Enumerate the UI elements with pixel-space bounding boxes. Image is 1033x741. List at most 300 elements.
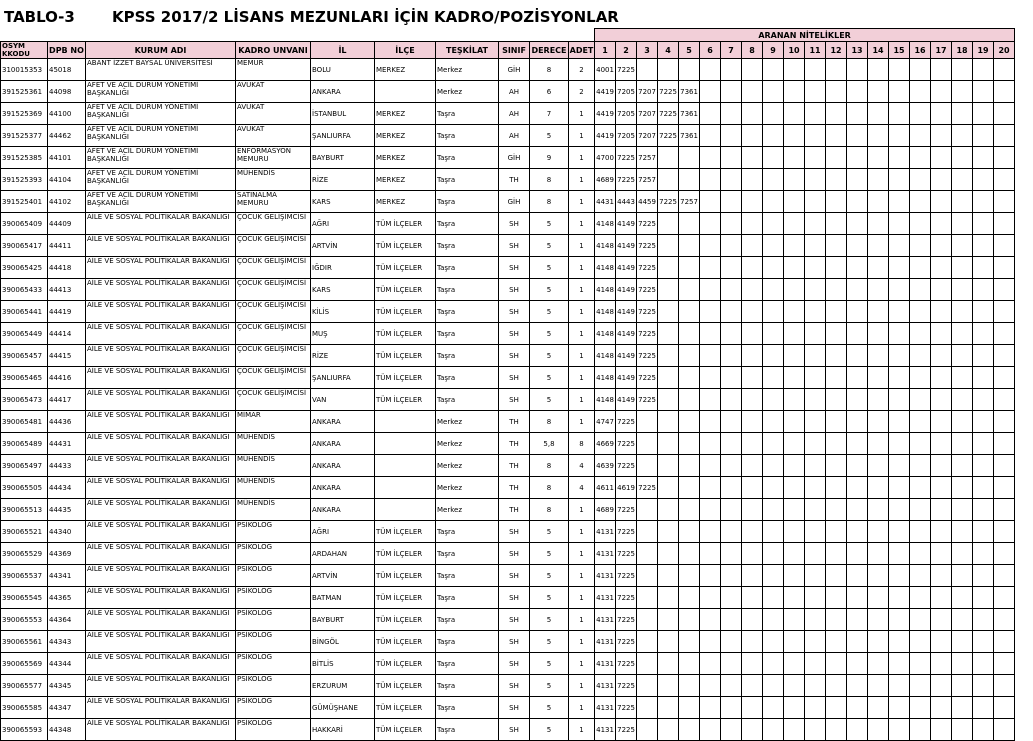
cell-qualification-2: 4149	[616, 367, 637, 389]
cell-institution-name: AİLE VE SOSYAL POLİTİKALAR BAKANLIĞI	[86, 675, 236, 697]
cell-institution-name: AFET VE ACİL DURUM YÖNETİMİ BAŞKANLIĞI	[86, 147, 236, 169]
column-header-qualification-4: 4	[658, 42, 679, 59]
cell-position-title: ÇOCUK GELİŞİMCİSİ	[236, 213, 311, 235]
cell-qualification-11	[805, 675, 826, 697]
cell-qualification-20	[994, 499, 1015, 521]
cell-qualification-17	[931, 323, 952, 345]
cell-qualification-10	[784, 103, 805, 125]
cell-qualification-19	[973, 543, 994, 565]
column-header-kurum-adi: KURUM ADI	[86, 42, 236, 59]
cell-osym-code: 390065497	[1, 455, 48, 477]
cell-qualification-9	[763, 675, 784, 697]
cell-qualification-6	[700, 675, 721, 697]
cell-district: TÜM İLÇELER	[375, 301, 436, 323]
cell-qualification-5	[679, 235, 700, 257]
cell-position-title: PSİKOLOG	[236, 697, 311, 719]
cell-qualification-2: 4149	[616, 235, 637, 257]
column-header-adet: ADET	[569, 42, 595, 59]
cell-grade: 7	[530, 103, 569, 125]
cell-qualification-13	[847, 257, 868, 279]
cell-qualification-5	[679, 543, 700, 565]
cell-organization: Taşra	[436, 631, 499, 653]
cell-class: SH	[499, 675, 530, 697]
cell-count: 1	[569, 279, 595, 301]
cell-district: TÜM İLÇELER	[375, 521, 436, 543]
cell-institution-name: AFET VE ACİL DURUM YÖNETİMİ BAŞKANLIĞI	[86, 81, 236, 103]
cell-qualification-10	[784, 411, 805, 433]
cell-qualification-15	[889, 169, 910, 191]
cell-qualification-14	[868, 389, 889, 411]
cell-qualification-20	[994, 433, 1015, 455]
cell-qualification-13	[847, 367, 868, 389]
cell-qualification-12	[826, 257, 847, 279]
cell-province: ŞANLIURFA	[311, 367, 375, 389]
cell-count: 8	[569, 433, 595, 455]
cell-institution-name: AİLE VE SOSYAL POLİTİKALAR BAKANLIĞI	[86, 257, 236, 279]
cell-qualification-1: 4001	[595, 59, 616, 81]
table-row	[1, 543, 1015, 565]
cell-district	[375, 455, 436, 477]
cell-position-title: ENFORMASYON MEMURU	[236, 147, 311, 169]
cell-qualification-3: 7225	[637, 301, 658, 323]
cell-qualification-10	[784, 543, 805, 565]
cell-qualification-16	[910, 653, 931, 675]
cell-qualification-4	[658, 587, 679, 609]
cell-qualification-16	[910, 587, 931, 609]
cell-class: TH	[499, 169, 530, 191]
cell-qualification-18	[952, 125, 973, 147]
cell-qualification-2: 7205	[616, 125, 637, 147]
cell-qualification-10	[784, 323, 805, 345]
cell-qualification-19	[973, 279, 994, 301]
cell-qualification-1: 4131	[595, 631, 616, 653]
cell-qualification-16	[910, 191, 931, 213]
cell-class: GİH	[499, 191, 530, 213]
cell-qualification-3: 7225	[637, 279, 658, 301]
cell-province: BİNGÖL	[311, 631, 375, 653]
cell-qualification-1: 4148	[595, 301, 616, 323]
cell-qualification-11	[805, 103, 826, 125]
cell-qualification-17	[931, 147, 952, 169]
cell-district: TÜM İLÇELER	[375, 719, 436, 741]
cell-qualification-15	[889, 411, 910, 433]
cell-institution-name: AİLE VE SOSYAL POLİTİKALAR BAKANLIĞI	[86, 499, 236, 521]
cell-dpb-no: 44418	[48, 257, 86, 279]
cell-qualification-10	[784, 367, 805, 389]
cell-grade: 5	[530, 631, 569, 653]
cell-class: SH	[499, 631, 530, 653]
cell-qualification-10	[784, 345, 805, 367]
cell-qualification-19	[973, 499, 994, 521]
cell-qualification-17	[931, 477, 952, 499]
column-header-qualification-16: 16	[910, 42, 931, 59]
cell-grade: 8	[530, 59, 569, 81]
cell-qualification-10	[784, 477, 805, 499]
table-row	[1, 521, 1015, 543]
cell-qualification-19	[973, 103, 994, 125]
cell-qualification-20	[994, 191, 1015, 213]
cell-dpb-no: 44365	[48, 587, 86, 609]
table-row	[1, 653, 1015, 675]
cell-qualification-2: 4149	[616, 345, 637, 367]
cell-qualification-4	[658, 521, 679, 543]
table-row	[1, 323, 1015, 345]
cell-qualification-3: 7257	[637, 169, 658, 191]
cell-qualification-8	[742, 697, 763, 719]
cell-qualification-3	[637, 455, 658, 477]
cell-position-title: ÇOCUK GELİŞİMCİSİ	[236, 279, 311, 301]
cell-qualification-12	[826, 301, 847, 323]
cell-district	[375, 81, 436, 103]
cell-province: RİZE	[311, 345, 375, 367]
cell-qualification-13	[847, 587, 868, 609]
cell-qualification-16	[910, 81, 931, 103]
cell-qualification-6	[700, 411, 721, 433]
cell-osym-code: 390065513	[1, 499, 48, 521]
cell-qualification-17	[931, 499, 952, 521]
cell-qualification-19	[973, 477, 994, 499]
cell-qualification-11	[805, 653, 826, 675]
cell-count: 1	[569, 389, 595, 411]
cell-qualification-1: 4669	[595, 433, 616, 455]
cell-dpb-no: 44431	[48, 433, 86, 455]
cell-qualification-17	[931, 631, 952, 653]
cell-qualification-6	[700, 565, 721, 587]
cell-qualification-12	[826, 191, 847, 213]
cell-organization: Taşra	[436, 103, 499, 125]
cell-qualification-10	[784, 697, 805, 719]
column-header-teskilat: TEŞKİLAT	[436, 42, 499, 59]
cell-position-title: ÇOCUK GELİŞİMCİSİ	[236, 301, 311, 323]
cell-qualification-8	[742, 411, 763, 433]
cell-qualification-11	[805, 521, 826, 543]
cell-qualification-2: 7225	[616, 543, 637, 565]
cell-qualification-16	[910, 521, 931, 543]
cell-position-title: AVUKAT	[236, 125, 311, 147]
cell-qualification-6	[700, 477, 721, 499]
cell-qualification-12	[826, 323, 847, 345]
cell-qualification-11	[805, 631, 826, 653]
cell-osym-code: 390065457	[1, 345, 48, 367]
cell-qualification-18	[952, 323, 973, 345]
cell-qualification-19	[973, 367, 994, 389]
cell-qualification-12	[826, 235, 847, 257]
cell-qualification-16	[910, 543, 931, 565]
cell-qualification-20	[994, 147, 1015, 169]
cell-province: İSTANBUL	[311, 103, 375, 125]
cell-qualification-10	[784, 81, 805, 103]
cell-province: ERZURUM	[311, 675, 375, 697]
cell-qualification-15	[889, 147, 910, 169]
cell-qualification-4	[658, 257, 679, 279]
cell-province: MUŞ	[311, 323, 375, 345]
cell-qualification-13	[847, 631, 868, 653]
cell-qualification-8	[742, 125, 763, 147]
cell-qualification-8	[742, 675, 763, 697]
cell-province: ANKARA	[311, 499, 375, 521]
cell-qualification-18	[952, 235, 973, 257]
cell-qualification-19	[973, 213, 994, 235]
cell-qualification-2: 7205	[616, 81, 637, 103]
cell-qualification-17	[931, 389, 952, 411]
cell-qualification-16	[910, 125, 931, 147]
cell-dpb-no: 44409	[48, 213, 86, 235]
cell-qualification-3	[637, 411, 658, 433]
cell-qualification-2: 4149	[616, 279, 637, 301]
cell-qualification-12	[826, 147, 847, 169]
cell-position-title: PSİKOLOG	[236, 631, 311, 653]
cell-organization: Taşra	[436, 719, 499, 741]
cell-qualification-13	[847, 235, 868, 257]
cell-qualification-5	[679, 257, 700, 279]
table-row	[1, 345, 1015, 367]
cell-qualification-13	[847, 279, 868, 301]
cell-position-title: MÜHENDİS	[236, 499, 311, 521]
cell-count: 1	[569, 719, 595, 741]
cell-qualification-14	[868, 367, 889, 389]
cell-qualification-12	[826, 543, 847, 565]
cell-qualification-13	[847, 521, 868, 543]
cell-qualification-9	[763, 257, 784, 279]
cell-grade: 5	[530, 125, 569, 147]
cell-province: BATMAN	[311, 587, 375, 609]
cell-qualification-2: 4443	[616, 191, 637, 213]
cell-qualification-14	[868, 587, 889, 609]
cell-qualification-10	[784, 587, 805, 609]
cell-qualification-14	[868, 81, 889, 103]
table-row	[1, 609, 1015, 631]
cell-organization: Merkez	[436, 477, 499, 499]
cell-qualification-16	[910, 147, 931, 169]
cell-qualification-5	[679, 565, 700, 587]
cell-qualification-8	[742, 499, 763, 521]
cell-qualification-9	[763, 367, 784, 389]
cell-qualification-3: 7225	[637, 323, 658, 345]
cell-qualification-4: 7225	[658, 125, 679, 147]
cell-qualification-3: 7225	[637, 367, 658, 389]
cell-qualification-10	[784, 213, 805, 235]
cell-qualification-14	[868, 477, 889, 499]
cell-institution-name: AİLE VE SOSYAL POLİTİKALAR BAKANLIĞI	[86, 301, 236, 323]
cell-qualification-16	[910, 433, 931, 455]
cell-qualification-9	[763, 389, 784, 411]
cell-qualification-15	[889, 477, 910, 499]
cell-count: 1	[569, 697, 595, 719]
cell-qualification-20	[994, 675, 1015, 697]
cell-organization: Taşra	[436, 587, 499, 609]
cell-qualification-14	[868, 125, 889, 147]
cell-qualification-16	[910, 213, 931, 235]
cell-qualification-1: 4639	[595, 455, 616, 477]
cell-province: ANKARA	[311, 411, 375, 433]
cell-count: 1	[569, 587, 595, 609]
cell-qualification-7	[721, 675, 742, 697]
cell-organization: Merkez	[436, 455, 499, 477]
cell-qualification-10	[784, 235, 805, 257]
cell-class: TH	[499, 411, 530, 433]
cell-institution-name: AİLE VE SOSYAL POLİTİKALAR BAKANLIĞI	[86, 389, 236, 411]
cell-qualification-11	[805, 477, 826, 499]
cell-qualification-12	[826, 587, 847, 609]
cell-qualification-12	[826, 345, 847, 367]
cell-count: 2	[569, 59, 595, 81]
cell-district: TÜM İLÇELER	[375, 235, 436, 257]
cell-district: MERKEZ	[375, 169, 436, 191]
cell-qualification-4	[658, 213, 679, 235]
cell-province: BOLU	[311, 59, 375, 81]
cell-qualification-12	[826, 411, 847, 433]
cell-institution-name: AİLE VE SOSYAL POLİTİKALAR BAKANLIĞI	[86, 543, 236, 565]
cell-position-title: ÇOCUK GELİŞİMCİSİ	[236, 257, 311, 279]
cell-qualification-2: 4149	[616, 389, 637, 411]
cell-qualification-18	[952, 169, 973, 191]
table-row	[1, 279, 1015, 301]
cell-qualification-19	[973, 653, 994, 675]
cell-qualification-2: 7225	[616, 147, 637, 169]
cell-position-title: ÇOCUK GELİŞİMCİSİ	[236, 367, 311, 389]
cell-qualification-12	[826, 169, 847, 191]
cell-qualification-4	[658, 455, 679, 477]
cell-qualification-8	[742, 279, 763, 301]
cell-qualification-17	[931, 235, 952, 257]
cell-qualification-14	[868, 697, 889, 719]
cell-qualification-6	[700, 257, 721, 279]
column-header-sinif: SINIF	[499, 42, 530, 59]
cell-qualification-4	[658, 433, 679, 455]
cell-qualification-7	[721, 697, 742, 719]
cell-qualification-10	[784, 169, 805, 191]
cell-qualification-10	[784, 125, 805, 147]
cell-qualification-3: 7257	[637, 147, 658, 169]
cell-count: 1	[569, 213, 595, 235]
cell-osym-code: 390065545	[1, 587, 48, 609]
cell-qualification-1: 4419	[595, 81, 616, 103]
cell-count: 1	[569, 147, 595, 169]
cell-qualification-16	[910, 103, 931, 125]
cell-district: TÜM İLÇELER	[375, 389, 436, 411]
cell-qualification-1: 4689	[595, 169, 616, 191]
cell-qualification-9	[763, 433, 784, 455]
column-header-dpb-no: DPB NO	[48, 42, 86, 59]
cell-qualification-17	[931, 169, 952, 191]
cell-institution-name: AİLE VE SOSYAL POLİTİKALAR BAKANLIĞI	[86, 279, 236, 301]
cell-qualification-4	[658, 697, 679, 719]
cell-institution-name: AİLE VE SOSYAL POLİTİKALAR BAKANLIĞI	[86, 565, 236, 587]
cell-institution-name: AİLE VE SOSYAL POLİTİKALAR BAKANLIĞI	[86, 433, 236, 455]
cell-qualification-8	[742, 389, 763, 411]
cell-dpb-no: 44345	[48, 675, 86, 697]
cell-institution-name: AİLE VE SOSYAL POLİTİKALAR BAKANLIĞI	[86, 345, 236, 367]
cell-qualification-9	[763, 147, 784, 169]
cell-qualification-11	[805, 389, 826, 411]
cell-dpb-no: 45018	[48, 59, 86, 81]
cell-qualification-9	[763, 301, 784, 323]
cell-qualification-11	[805, 565, 826, 587]
cell-organization: Taşra	[436, 345, 499, 367]
cell-qualification-1: 4700	[595, 147, 616, 169]
cell-position-title: AVUKAT	[236, 81, 311, 103]
cell-organization: Taşra	[436, 147, 499, 169]
cell-qualification-4	[658, 389, 679, 411]
cell-qualification-11	[805, 59, 826, 81]
cell-qualification-2: 7225	[616, 433, 637, 455]
cell-count: 1	[569, 631, 595, 653]
cell-qualification-8	[742, 235, 763, 257]
cell-qualification-1: 4131	[595, 697, 616, 719]
cell-qualification-20	[994, 389, 1015, 411]
cell-organization: Taşra	[436, 521, 499, 543]
cell-qualification-5	[679, 169, 700, 191]
cell-qualification-9	[763, 81, 784, 103]
cell-qualification-19	[973, 169, 994, 191]
column-header-qualification-3: 3	[637, 42, 658, 59]
cell-qualification-2: 7225	[616, 565, 637, 587]
cell-qualification-6	[700, 147, 721, 169]
cell-organization: Taşra	[436, 323, 499, 345]
cell-osym-code: 390065425	[1, 257, 48, 279]
cell-qualification-1: 4747	[595, 411, 616, 433]
cell-qualification-9	[763, 631, 784, 653]
cell-qualification-9	[763, 477, 784, 499]
cell-qualification-7	[721, 433, 742, 455]
cell-qualification-6	[700, 697, 721, 719]
cell-qualification-16	[910, 675, 931, 697]
cell-qualification-2: 7225	[616, 719, 637, 741]
cell-osym-code: 390065433	[1, 279, 48, 301]
column-header-qualification-12: 12	[826, 42, 847, 59]
cell-qualification-15	[889, 455, 910, 477]
cell-qualification-1: 4148	[595, 323, 616, 345]
cell-qualification-19	[973, 631, 994, 653]
cell-qualification-17	[931, 565, 952, 587]
cell-qualification-13	[847, 213, 868, 235]
column-header-qualification-18: 18	[952, 42, 973, 59]
cell-province: BAYBURT	[311, 147, 375, 169]
cell-qualification-13	[847, 499, 868, 521]
cell-qualification-7	[721, 345, 742, 367]
cell-qualification-13	[847, 697, 868, 719]
cell-osym-code: 390065577	[1, 675, 48, 697]
cell-qualification-4: 7225	[658, 103, 679, 125]
cell-qualification-6	[700, 521, 721, 543]
cell-qualification-18	[952, 587, 973, 609]
cell-qualification-19	[973, 235, 994, 257]
cell-position-title: ÇOCUK GELİŞİMCİSİ	[236, 345, 311, 367]
cell-qualification-13	[847, 323, 868, 345]
cell-dpb-no: 44344	[48, 653, 86, 675]
cell-district: TÜM İLÇELER	[375, 367, 436, 389]
cell-district: MERKEZ	[375, 125, 436, 147]
cell-qualification-5: 7361	[679, 81, 700, 103]
column-header-qualification-7: 7	[721, 42, 742, 59]
cell-qualification-12	[826, 81, 847, 103]
table-row	[1, 587, 1015, 609]
cell-qualification-3	[637, 565, 658, 587]
cell-qualification-15	[889, 499, 910, 521]
cell-qualification-5	[679, 213, 700, 235]
cell-position-title: ÇOCUK GELİŞİMCİSİ	[236, 389, 311, 411]
cell-qualification-6	[700, 213, 721, 235]
cell-organization: Merkez	[436, 433, 499, 455]
cell-district: MERKEZ	[375, 103, 436, 125]
cell-qualification-14	[868, 455, 889, 477]
cell-institution-name: AFET VE ACİL DURUM YÖNETİMİ BAŞKANLIĞI	[86, 125, 236, 147]
cell-qualification-2: 7225	[616, 521, 637, 543]
cell-qualification-19	[973, 301, 994, 323]
cell-qualification-16	[910, 631, 931, 653]
cell-class: TH	[499, 477, 530, 499]
cell-qualification-15	[889, 675, 910, 697]
